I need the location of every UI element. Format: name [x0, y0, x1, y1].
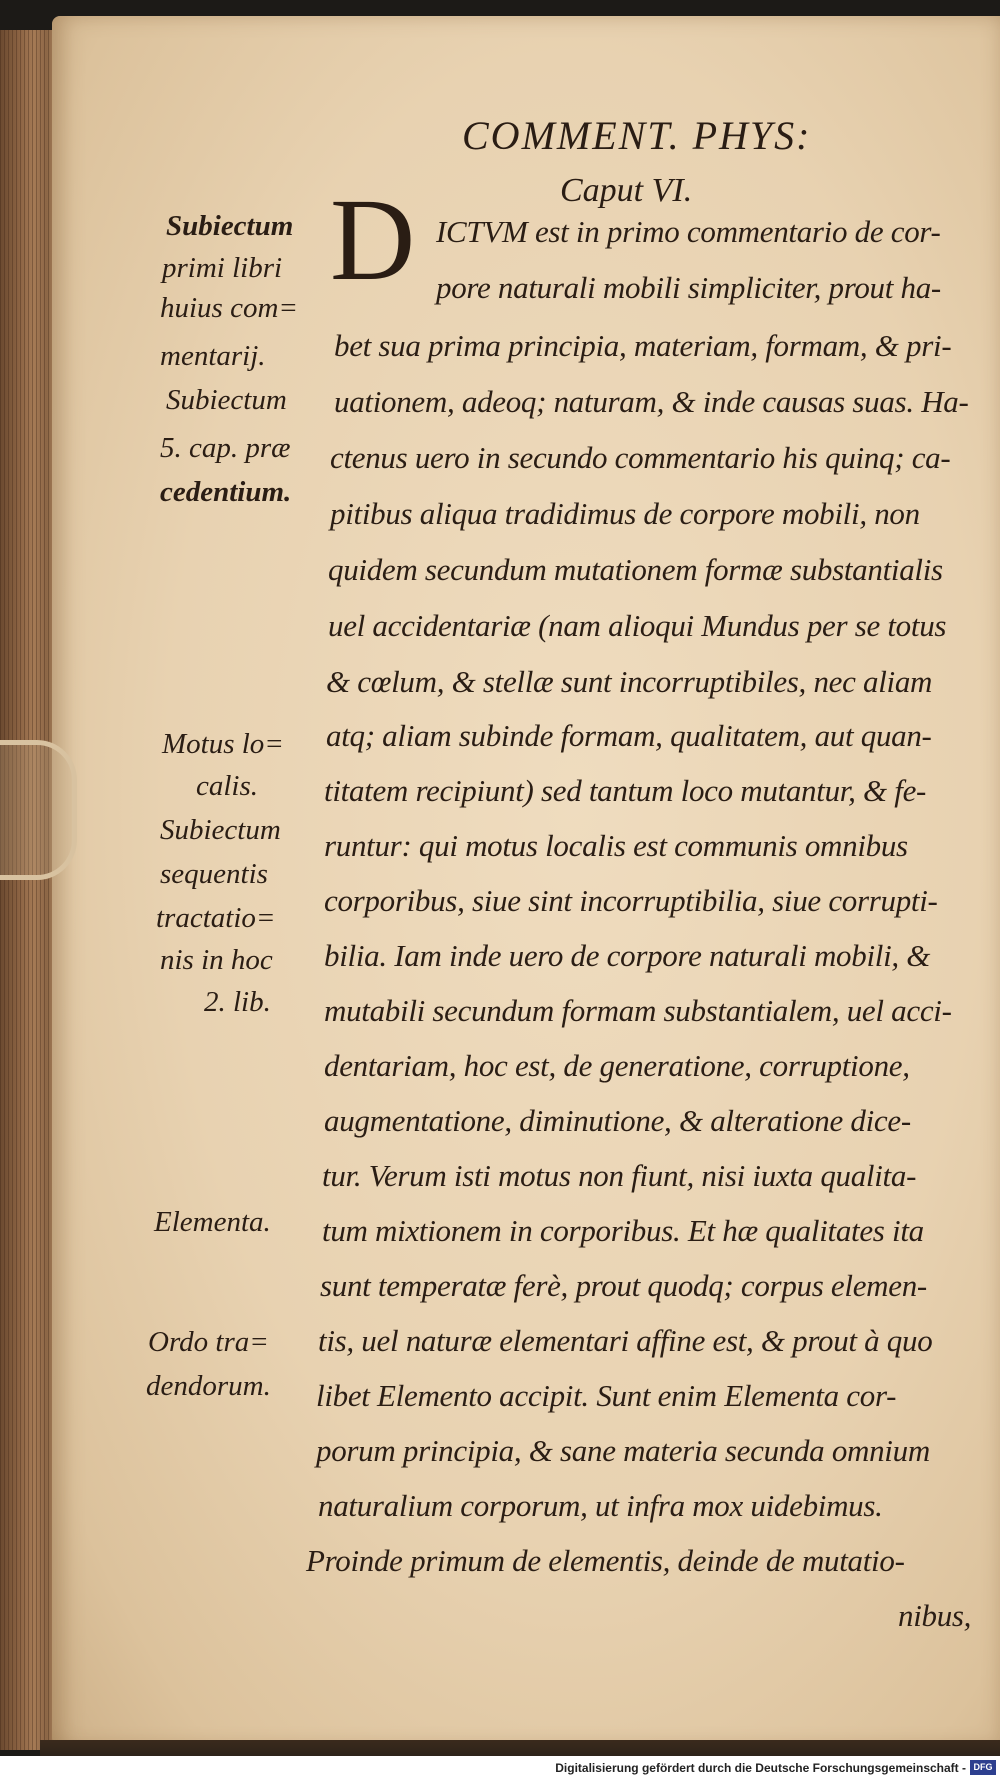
- margin-note: cedentium.: [160, 476, 292, 508]
- margin-note: primi libri: [162, 252, 283, 284]
- body-line: & cœlum, & stellæ sunt incorruptibiles, nec aliam: [326, 664, 933, 699]
- body-line: tur. Verum isti motus non fiunt, nisi iuxta qualita-: [322, 1158, 917, 1193]
- body-line: quidem secundum mutationem formæ substantialis: [328, 552, 943, 587]
- body-line: uel accidentariæ (nam alioqui Mundus per se totus: [328, 608, 947, 643]
- body-line: mutabili secundum formam substantialem, uel acci-: [324, 993, 952, 1028]
- margin-note: Subiectum: [166, 384, 287, 416]
- body-line: uationem, adeoq; naturam, & inde causas suas. Ha-: [334, 384, 969, 419]
- margin-note: sequentis: [160, 858, 268, 890]
- footer-bar: [0, 1756, 1000, 1778]
- body-line: pore naturali mobili simpliciter, prout ha-: [436, 270, 941, 305]
- margin-note: 5. cap. præ: [160, 432, 291, 464]
- margin-note: Ordo tra=: [148, 1326, 269, 1358]
- body-line: sunt temperatæ ferè, prout quodq; corpus elemen-: [320, 1268, 927, 1303]
- drop-cap: D: [330, 174, 416, 305]
- body-line: tis, uel naturæ elementari affine est, & prout à quo: [318, 1323, 933, 1358]
- body-line: augmentatione, diminutione, & alteratione dice-: [324, 1103, 911, 1138]
- catchword: nibus,: [898, 1598, 972, 1633]
- body-line: porum principia, & sane materia secunda omnium: [316, 1433, 930, 1468]
- body-line: Proinde primum de elementis, deinde de mutatio-: [306, 1543, 905, 1578]
- margin-note: nis in hoc: [160, 944, 273, 976]
- body-line: ICTVM est in primo commentario de cor-: [436, 214, 941, 249]
- margin-note: tractatio=: [156, 902, 276, 934]
- margin-note: Subiectum: [160, 814, 281, 846]
- body-line: libet Elemento accipit. Sunt enim Elementa cor-: [316, 1378, 897, 1413]
- margin-note: dendorum.: [146, 1370, 271, 1402]
- margin-note: Motus lo=: [162, 728, 284, 760]
- margin-note: Elementa.: [154, 1206, 271, 1238]
- body-line: tum mixtionem in corporibus. Et hæ qualitates ita: [322, 1213, 924, 1248]
- margin-note: Subiectum: [166, 210, 294, 242]
- body-line: bet sua prima principia, materiam, formam, & pri-: [334, 328, 952, 363]
- body-line: corporibus, siue sint incorruptibilia, siue corrupti-: [324, 883, 938, 918]
- book-clasp: [0, 740, 77, 880]
- body-line: titatem recipiunt) sed tantum loco mutantur, & fe-: [324, 773, 927, 808]
- body-line: naturalium corporum, ut infra mox uidebimus.: [318, 1488, 883, 1523]
- body-line: bilia. Iam inde uero de corpore naturali mobili, &: [324, 938, 931, 973]
- margin-note: mentarij.: [160, 340, 266, 372]
- body-line: atq; aliam subinde formam, qualitatem, aut quan-: [326, 718, 932, 753]
- dfg-logo: DFG: [970, 1760, 996, 1775]
- chapter-heading: Caput VI.: [560, 172, 693, 209]
- margin-note: huius com=: [160, 292, 298, 324]
- body-line: pitibus aliqua tradidimus de corpore mobili, non: [330, 496, 920, 531]
- digitization-credit: Digitalisierung gefördert durch die Deutsche Forschungsgemeinschaft -: [555, 1761, 966, 1775]
- body-line: runtur: qui motus localis est communis omnibus: [324, 828, 908, 863]
- body-line: dentariam, hoc est, de generatione, corruptione,: [324, 1048, 910, 1083]
- margin-note: 2. lib.: [204, 986, 271, 1018]
- running-header: COMMENT. PHYS:: [462, 113, 812, 158]
- body-line: ctenus uero in secundo commentario his quinq; ca-: [330, 440, 951, 475]
- margin-note: calis.: [196, 770, 259, 802]
